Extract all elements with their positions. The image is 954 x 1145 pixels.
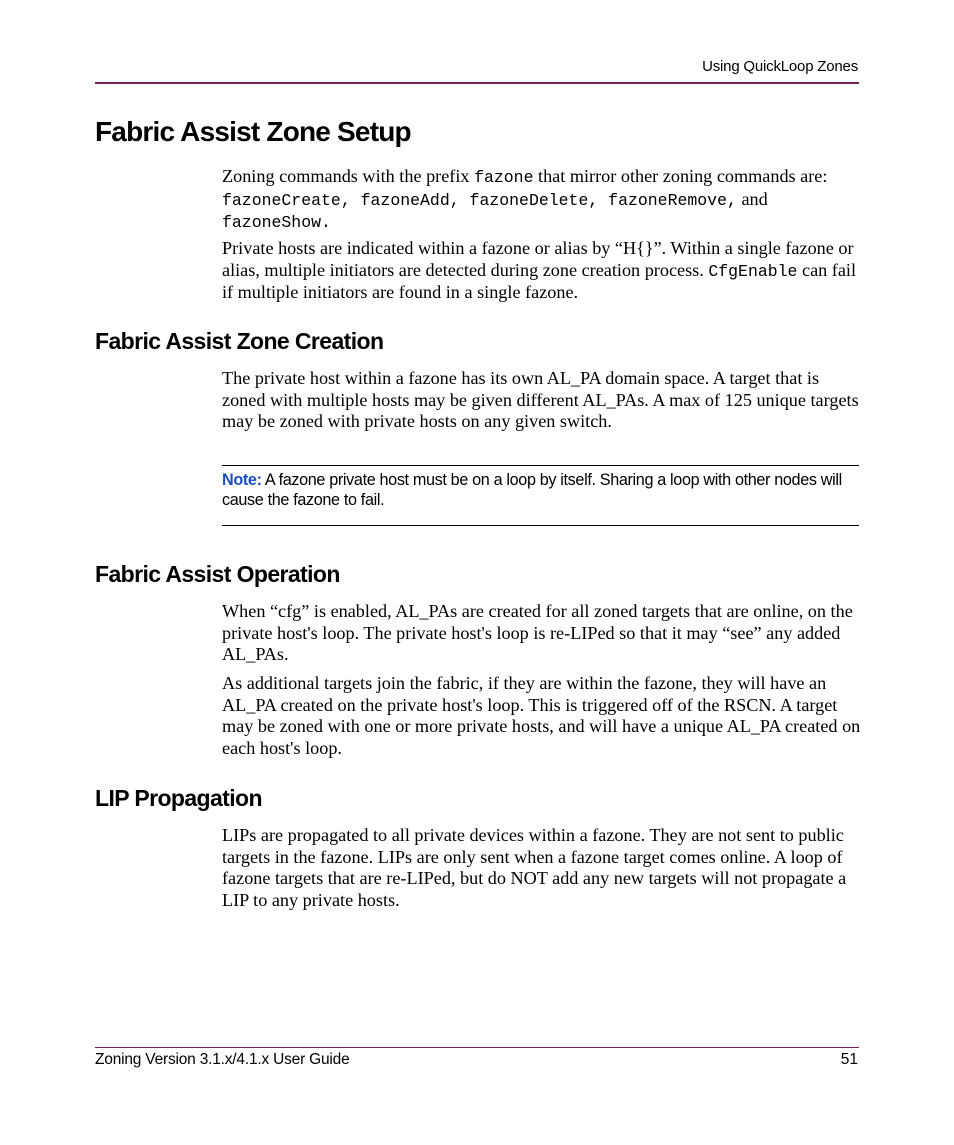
code-fazoneshow: fazoneShow. [222,213,331,232]
page-number: 51 [840,1051,858,1068]
section-title-creation: Fabric Assist Zone Creation [95,328,384,354]
code-fazone: fazone [474,168,534,187]
section-title-lip: LIP Propagation [95,785,262,811]
section-title-operation: Fabric Assist Operation [95,561,340,587]
code-cfgenable: CfgEnable [708,261,798,281]
code-fazone-commands: fazoneCreate, fazoneAdd, fazoneDelete, fazoneRemove, [222,190,737,210]
note-label: Note: [222,471,262,489]
running-header: Using QuickLoop Zones [702,58,858,75]
setup-p2-text-a: Private hosts are indicated within a fazone or alias by “H{}”. Within a single fazone or alias, multiple initiators are detected during zone creation process. [222,238,854,280]
setup-paragraph-1 [222,166,862,234]
footer-title: Zoning Version 3.1.x/4.1.x User Guide [95,1051,350,1068]
section-title-setup: Fabric Assist Zone Setup [95,116,411,147]
note-bottom-rule [222,525,859,526]
footer-rule [95,1047,859,1048]
setup-paragraph-2 [222,238,862,304]
operation-paragraph-2: As additional targets join the fabric, if they are within the fazone, they will have an AL_PA created on the private host's loop. This is triggered off of the RSCN. A target may be zoned with one or more private hosts, and will have a unique AL_PA created on each host's loop. [222,673,861,758]
note-top-rule [222,465,859,466]
setup-p1-text-c: and [736,188,768,209]
note-box [222,471,859,510]
setup-p1-text-a: Zoning commands with the prefix [222,166,475,186]
lip-paragraph-1: LIPs are propagated to all private devices within a fazone. They are not sent to public targets in the fazone. LIPs are only sent when a fazone target comes online. A loop of fazone targets that are re-LIPed, but do NOT add any new targets will not propagate a LIP to any private hosts. [222,825,847,910]
setup-p1-text-b: that mirror other zoning commands are: [533,166,828,186]
note-text: A fazone private host must be on a loop by itself. Sharing a loop with other nodes will cause the fazone to fail. [222,471,842,509]
setup-p2-text-b: can fail if multiple initiators are found in a single fazone. [222,259,857,302]
operation-paragraph-1: When “cfg” is enabled, AL_PAs are created for all zoned targets that are online, on the private host's loop. The private host's loop is re-LIPed so that it may “see” any added AL_PAs. [222,601,853,664]
creation-paragraph-1: The private host within a fazone has its own AL_PA domain space. A target that is zoned with multiple hosts may be given different AL_PAs. A max of 125 unique targets may be zoned with private hosts on any given switch. [222,368,859,431]
header-rule [95,82,859,84]
